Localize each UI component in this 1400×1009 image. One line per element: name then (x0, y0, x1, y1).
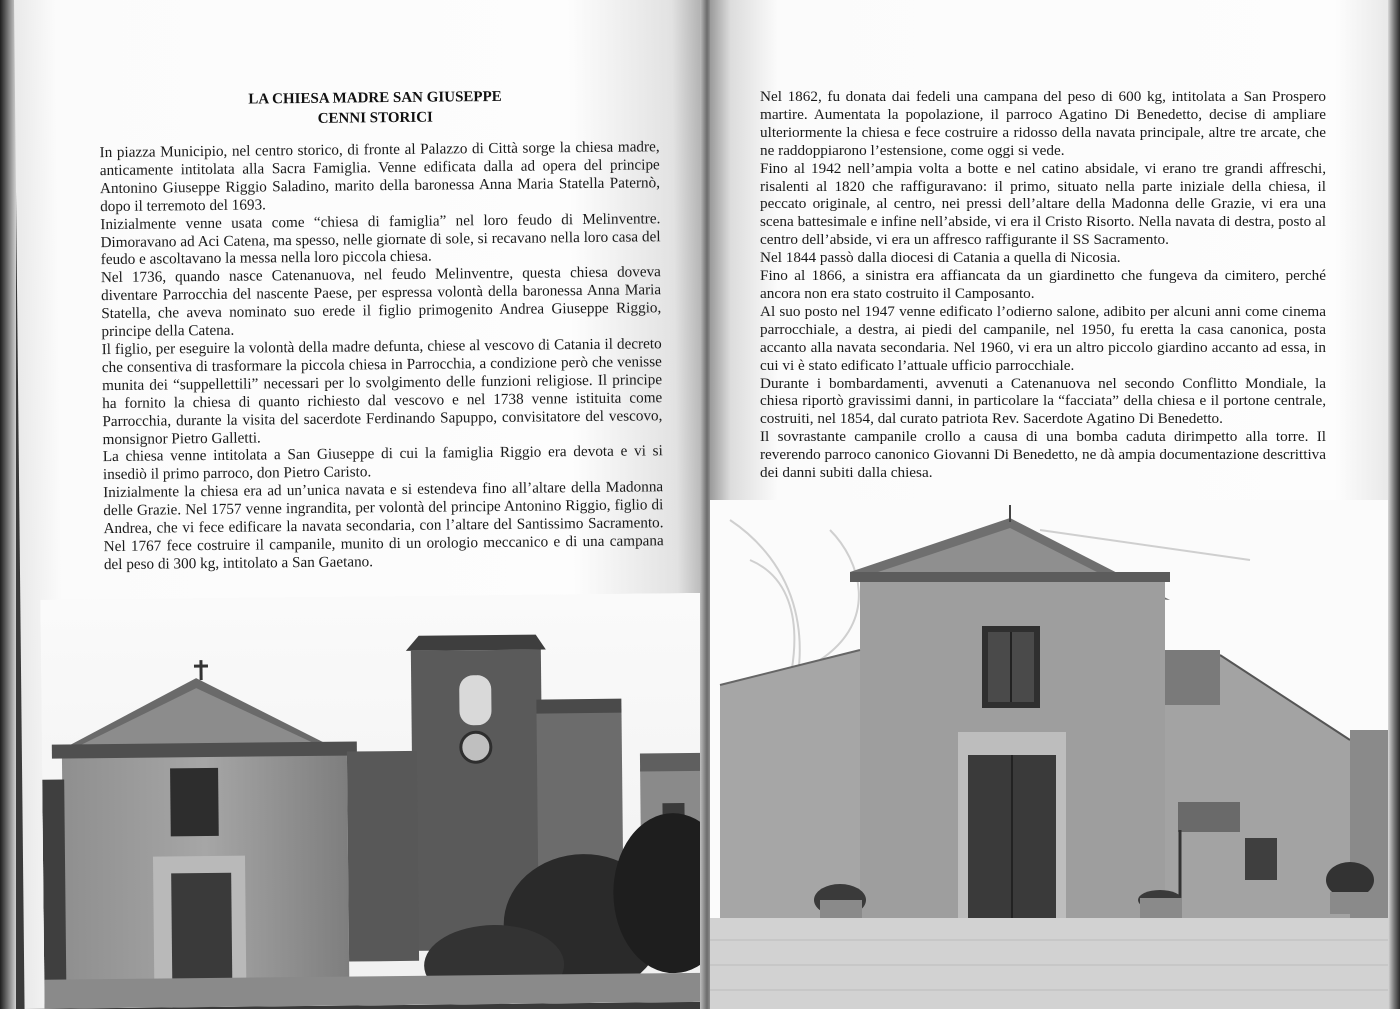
paragraph: In piazza Municipio, nel centro storico, di fronte al Palazzo di Città sorge la chiesa madre, anticamente intitolata alla Sacra Famiglia. Venne edificata dalla ad opera del principe Antonino Giuseppe Riggio Saladino, marito della baronessa Anna Maria Statella Paternò, dopo il terremoto del 1693. (99, 138, 661, 215)
title-line-2: CENNI STORICI (317, 109, 433, 127)
historic-church-photo (40, 593, 716, 1009)
paragraph: Inizialmente venne usata come “chiesa di famiglia” nel loro feudo di Melinventre. Dimoravano ad Aci Catena, ma spesso, nelle giornate di sole, si recavano nella loro casa del feudo e ascoltavano la messa nella loro piccola chiesa. (100, 209, 661, 269)
paragraph: Durante i bombardamenti, avvenuti a Catenanuova nel secondo Conflitto Mondiale, la chiesa riportò gravissimi danni, in particolare la “facciata” della chiesa e il portone centrale, costruiti, nel 1854, dal curato patriota Rev. Sacerdote Agatino Di Benedetto. (760, 374, 1326, 428)
title-line-1: LA CHIESA MADRE SAN GIUSEPPE (248, 88, 502, 108)
right-body-text (760, 88, 1326, 482)
left-body-text (100, 138, 664, 574)
article-title (155, 86, 595, 131)
paragraph: Nel 1736, quando nasce Catenanuova, nel feudo Melinventre, questa chiesa doveva diventare Parrocchia del nascente Paese, per espressa volontà della baronessa Anna Maria Statella, che aveva nominato suo erede il figlio primogenito Andrea Giuseppe Riggio, principe della Catena. (100, 263, 662, 341)
right-page (710, 0, 1390, 1009)
left-page (14, 0, 717, 1009)
paragraph: Nel 1844 passò dalla diocesi di Catania a quella di Nicosia. (760, 249, 1121, 267)
paragraph: Al suo posto nel 1947 venne edificato l’odierno salone, adibito per alcuni anni come cinema parrocchiale, a destra, ai piedi del campanile, nel 1950, fu eretta la casa canonica, posta accanto alla navata secondaria. Nel 1960, vi era un altro piccolo giardino accanto ad essa, in cui vi è stato edificato l’attuale ufficio parrocchiale. (760, 302, 1326, 374)
paragraph: Il figlio, per eseguire la volontà della madre defunta, chiese al vescovo di Catania il decreto che consentiva di trasformare la piccola chiesa in Parrocchia, a condizione però che venisse munita dei “suppellettili” necessari per lo svolgimento delle funzioni religiose. Il principe ha fornito la chiesa di quanto richiesto dal vescovo e nel 1738 venne istituita come Parrocchia, durante la visita del sacerdote Ferdinando Sapuppo, convisitatore del vescovo, monsignor Pietro Galletti. (101, 335, 663, 448)
paragraph: Il sovrastante campanile crollo a causa di una bomba caduta dirimpetto alla torre. Il reverendo parroco canonico Giovanni Di Benedetto, ne dà ampia documentazione descrittiva dei danni subiti dalla chiesa. (760, 428, 1326, 482)
book-right-edge (1388, 0, 1400, 1009)
paragraph: Inizialmente la chiesa era ad un’unica navata e si estendeva fino all’altare della Madonna delle Grazie. Nel 1757 venne ingrandita, per volontà del principe Antonino Riggio, figlio di Andrea, che vi fece edificare la navata secondaria, con l’altare del Santissimo Sacramento. Nel 1767 fece costruire il campanile, munito di un orologio meccanico e di una campana del peso di 300 kg, intitolato a San Gaetano. (103, 478, 664, 573)
paragraph: Fino al 1942 nell’ampia volta a botte e nel catino absidale, vi erano tre grandi affreschi, risalenti al 1820 che raffiguravano: il primo, situato nella parte iniziale della chiesa, il peccato originale, al centro, nei pressi dell’altare della Madonna delle Grazie, vi era una scena battesimale e infine nell’abside, vi era il Cristo Risorto. Nella navata di destra, posto al centro dell’abside, vi era un affresco raffigurante il SS Sacramento. (760, 159, 1326, 249)
paragraph: Nel 1862, fu donata dai fedeli una campana del peso di 600 kg, intitolata a San Prospero martire. Aumentata la popolazione, il parroco Agatino Di Benedetto, decise di ampliare ulteriormente la chiesa e fece costruire a ridosso della navata principale, altre tre arcate, che ne raddoppiarono l’estensione, come oggi si vede. (760, 88, 1326, 159)
modern-church-photo (710, 500, 1390, 1009)
paragraph: La chiesa venne intitolata a San Giuseppe di cui la famiglia Riggio era devota e vi si insediò il primo parroco, don Pietro Caristo. (102, 442, 663, 484)
paragraph: Fino al 1866, a sinistra era affiancata da un giardinetto che fungeva da cimitero, perché ancora non era stato costruito il Camposanto. (760, 267, 1326, 302)
book-left-edge (0, 0, 16, 1009)
